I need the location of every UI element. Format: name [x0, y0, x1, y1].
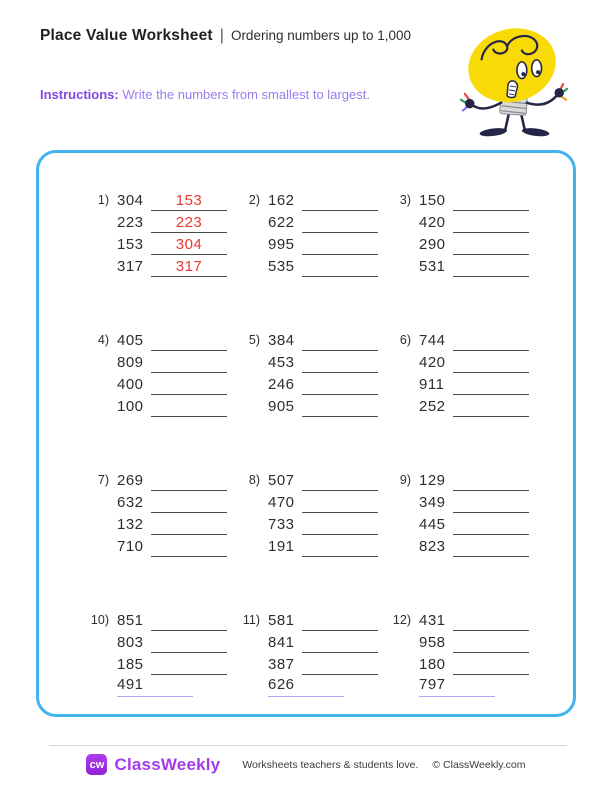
given-number: 581	[268, 612, 295, 629]
classweekly-logo-icon: cw	[86, 754, 107, 775]
problem-number-label: 1)	[97, 193, 109, 207]
answer-blank[interactable]	[453, 471, 529, 491]
problem-number-label: 8)	[248, 473, 260, 487]
given-number: 535	[268, 258, 295, 275]
answer-blank[interactable]	[453, 213, 529, 233]
problem-block	[89, 469, 240, 557]
problem-row	[268, 189, 378, 211]
problem-row	[419, 469, 529, 491]
problem-row	[268, 491, 378, 513]
given-number: 349	[419, 494, 446, 511]
problem-number-label: 10)	[90, 613, 109, 627]
answer-blank[interactable]	[453, 397, 529, 417]
given-number: 622	[268, 214, 295, 231]
given-number: 269	[117, 472, 144, 489]
given-number: 733	[268, 516, 295, 533]
problem-row	[117, 329, 227, 351]
answer-blank[interactable]	[302, 331, 378, 351]
problem-rows	[117, 329, 227, 417]
footer-tagline: Worksheets teachers & students love.	[242, 758, 419, 771]
given-number: 162	[268, 192, 295, 209]
problem-row	[419, 513, 529, 535]
problem-row	[268, 395, 378, 417]
problem-row	[117, 255, 227, 277]
problem-row	[268, 255, 378, 277]
answer-blank[interactable]	[453, 257, 529, 277]
problem-row	[419, 255, 529, 277]
problem-row	[419, 609, 529, 631]
problem-row	[419, 351, 529, 373]
given-number: 911	[419, 376, 445, 393]
problem-row	[419, 631, 529, 653]
problem-rows	[117, 469, 227, 557]
problem-block	[240, 469, 391, 557]
given-number: 632	[117, 494, 144, 511]
problem-number-label: 3)	[399, 193, 411, 207]
given-number: 453	[268, 354, 295, 371]
answer-blank[interactable]	[453, 493, 529, 513]
given-number: 851	[117, 612, 144, 629]
given-number: 420	[419, 354, 446, 371]
answer-blank[interactable]	[302, 633, 378, 653]
given-number: 507	[268, 472, 295, 489]
problem-row	[117, 513, 227, 535]
answer-blank[interactable]	[302, 655, 378, 675]
problem-block	[391, 189, 542, 277]
problem-row	[419, 329, 529, 351]
answer-blank[interactable]	[302, 257, 378, 277]
answer-blank[interactable]	[302, 375, 378, 395]
given-number: 180	[419, 656, 446, 673]
answer-blank[interactable]	[151, 611, 227, 631]
problem-row	[268, 631, 378, 653]
problem-row	[419, 373, 529, 395]
problem-number-label: 7)	[97, 473, 109, 487]
given-number: 223	[117, 214, 144, 231]
given-number: 290	[419, 236, 446, 253]
problem-number-label: 5)	[248, 333, 260, 347]
problem-row	[117, 675, 227, 697]
problem-row	[268, 513, 378, 535]
problem-row	[268, 373, 378, 395]
answer-blank[interactable]	[453, 537, 529, 557]
problem-row	[268, 469, 378, 491]
instructions-label: Instructions:	[40, 87, 119, 102]
given-number: 153	[117, 236, 144, 253]
answer-blank[interactable]	[151, 375, 227, 395]
given-number: 710	[117, 538, 144, 555]
given-number: 387	[268, 656, 295, 673]
given-number: 431	[419, 612, 446, 629]
page-subtitle: Ordering numbers up to 1,000	[230, 28, 412, 43]
answer-blank[interactable]	[453, 331, 529, 351]
given-number: 995	[268, 236, 295, 253]
answer-blank[interactable]	[453, 191, 529, 211]
problem-row	[268, 609, 378, 631]
problem-row	[419, 189, 529, 211]
given-number: 150	[419, 192, 446, 209]
given-number: 420	[419, 214, 446, 231]
problem-row	[419, 653, 529, 675]
problem-block	[391, 329, 542, 417]
given-number: 132	[117, 516, 144, 533]
problem-number-label: 6)	[399, 333, 411, 347]
answer-blank[interactable]	[151, 331, 227, 351]
problem-row	[117, 189, 227, 211]
problem-row	[419, 395, 529, 417]
answer-blank[interactable]	[302, 493, 378, 513]
problem-rows	[117, 609, 227, 697]
problem-rows	[268, 469, 378, 557]
problem-rows	[268, 609, 378, 697]
problem-number-label: 12)	[392, 613, 411, 627]
problem-block	[391, 609, 542, 697]
answer-blank[interactable]	[151, 515, 227, 535]
answer-blank[interactable]	[151, 537, 227, 557]
answer-blank[interactable]: 317	[151, 257, 227, 277]
page-title: Place Value Worksheet	[40, 27, 213, 44]
problem-block	[89, 609, 240, 697]
lightbulb-mascot-illustration	[448, 24, 578, 147]
problem-number-label: 2)	[248, 193, 260, 207]
given-number: 803	[117, 634, 144, 651]
problem-row	[268, 329, 378, 351]
given-number: 246	[268, 376, 295, 393]
given-number: 958	[419, 634, 446, 651]
problem-row	[117, 535, 227, 557]
problem-row	[117, 351, 227, 373]
footer-copyright: © ClassWeekly.com	[432, 758, 526, 771]
answer-blank[interactable]: 223	[151, 213, 227, 233]
answer-blank[interactable]	[302, 191, 378, 211]
given-number: 252	[419, 398, 446, 415]
answer-blank[interactable]: 153	[151, 191, 227, 211]
problem-rows	[268, 329, 378, 417]
given-number: 491	[117, 675, 193, 697]
problem-rows	[419, 609, 529, 697]
answer-blank[interactable]	[302, 471, 378, 491]
problem-row	[268, 211, 378, 233]
footer-divider	[49, 745, 567, 746]
answer-blank[interactable]	[151, 353, 227, 373]
problem-row	[117, 373, 227, 395]
problem-block	[391, 469, 542, 557]
given-number: 797	[419, 675, 495, 697]
answer-blank[interactable]	[302, 611, 378, 631]
answer-blank[interactable]	[302, 213, 378, 233]
problem-row	[117, 609, 227, 631]
given-number: 100	[117, 398, 144, 415]
worksheet-box	[36, 150, 576, 717]
answer-blank[interactable]	[151, 655, 227, 675]
answer-blank[interactable]	[302, 235, 378, 255]
answer-blank[interactable]	[302, 397, 378, 417]
brand-name: ClassWeekly	[114, 754, 221, 774]
answer-blank[interactable]	[302, 537, 378, 557]
instructions-text: Write the numbers from smallest to largest.	[122, 87, 370, 102]
problem-row	[117, 395, 227, 417]
problem-rows	[419, 329, 529, 417]
problem-rows	[419, 189, 529, 277]
given-number: 905	[268, 398, 295, 415]
given-number: 400	[117, 376, 144, 393]
given-number: 809	[117, 354, 144, 371]
answer-blank[interactable]	[151, 397, 227, 417]
given-number: 384	[268, 332, 295, 349]
answer-blank[interactable]	[453, 633, 529, 653]
problem-row	[419, 233, 529, 255]
given-number: 531	[419, 258, 446, 275]
problem-row	[268, 351, 378, 373]
problem-row	[419, 535, 529, 557]
problem-row	[268, 675, 378, 697]
problem-row	[268, 535, 378, 557]
answer-blank[interactable]	[302, 353, 378, 373]
given-number: 841	[268, 634, 295, 651]
page-footer	[0, 745, 612, 792]
answer-blank[interactable]	[453, 655, 529, 675]
problems-grid	[39, 153, 573, 697]
problem-row	[419, 491, 529, 513]
answer-blank[interactable]: 304	[151, 235, 227, 255]
given-number: 304	[117, 192, 144, 209]
problem-rows	[268, 189, 378, 277]
answer-blank[interactable]	[453, 353, 529, 373]
problem-row	[117, 491, 227, 513]
given-number: 185	[117, 656, 144, 673]
instructions	[40, 87, 370, 102]
given-number: 744	[419, 332, 446, 349]
given-number: 470	[268, 494, 295, 511]
problem-row	[117, 653, 227, 675]
answer-blank[interactable]	[453, 515, 529, 535]
given-number: 129	[419, 472, 446, 489]
problem-block	[89, 329, 240, 417]
given-number: 317	[117, 258, 144, 275]
given-number: 823	[419, 538, 446, 555]
problem-row	[419, 211, 529, 233]
page-header	[40, 27, 411, 45]
given-number: 445	[419, 516, 446, 533]
given-number: 191	[268, 538, 295, 555]
answer-blank[interactable]	[453, 611, 529, 631]
answer-blank[interactable]	[453, 375, 529, 395]
answer-blank[interactable]	[453, 235, 529, 255]
problem-row	[268, 653, 378, 675]
problem-row	[117, 469, 227, 491]
problem-row	[268, 233, 378, 255]
given-number: 626	[268, 675, 344, 697]
title-divider: |	[219, 27, 224, 44]
footer-row	[0, 754, 612, 775]
lightbulb-icon	[448, 24, 578, 142]
problem-row	[419, 675, 529, 697]
answer-blank[interactable]	[151, 471, 227, 491]
problem-block	[89, 189, 240, 277]
problem-rows	[419, 469, 529, 557]
problem-number-label: 9)	[399, 473, 411, 487]
problem-row	[117, 233, 227, 255]
problem-block	[240, 609, 391, 697]
answer-blank[interactable]	[302, 515, 378, 535]
problem-rows	[117, 189, 227, 277]
problem-block	[240, 329, 391, 417]
answer-blank[interactable]	[151, 493, 227, 513]
problem-row	[117, 631, 227, 653]
answer-blank[interactable]	[151, 633, 227, 653]
problem-number-label: 11)	[242, 613, 260, 627]
given-number: 405	[117, 332, 144, 349]
problem-number-label: 4)	[97, 333, 109, 347]
problem-block	[240, 189, 391, 277]
problem-row	[117, 211, 227, 233]
